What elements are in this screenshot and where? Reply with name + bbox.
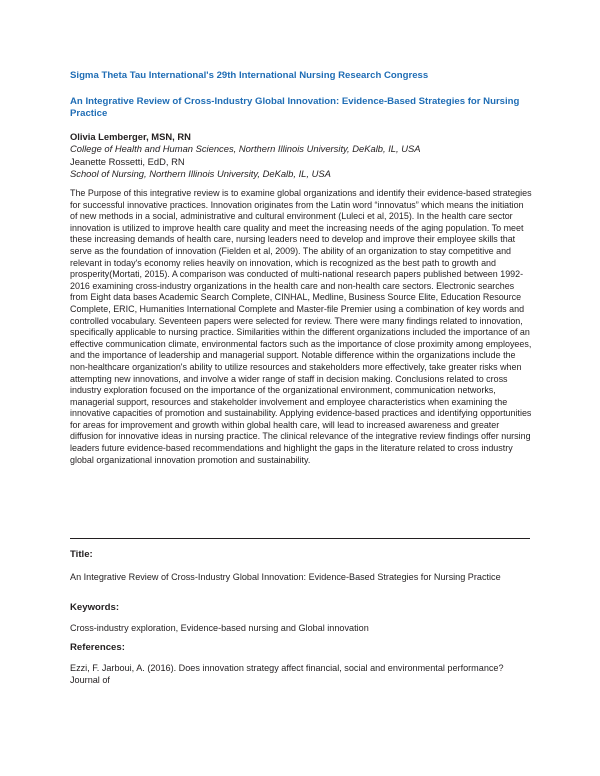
- author-affiliation: School of Nursing, Northern Illinois University, DeKalb, IL, USA: [70, 167, 331, 179]
- title-value: An Integrative Review of Cross-Industry Global Innovation: Evidence-Based Strategies for Nursing Practice: [70, 572, 501, 582]
- abstract-text: The Purpose of this integrative review is to examine global organizations and identify their evidence-based strategies for successful innovative practices. Innovation originates from the Latin word “innovatus” which means the initiation of new methods in a social, administrative and cultural environment (Luleci et al, 2015). In the health care sector innovation is utilized to improve health care quality and meet the increasing needs of the aging population. To meet these increasing demands of health care, nursing leaders need to develop and improve their employee skills that serve as the foundation of innovation (Fielden et al, 2009). The ability of an organization to stay competitive and relevant in today's economy relies heavily on innovation, which is recognized as the best path to growth and prosperity(Mortati, 2015). A comparison was conducted of multi-national research papers published between 1992-2016 examining cross-industry organizations in the health care and non-health care sectors. Electronic searches from Eight data bases Academic Search Complete, CINHAL, Medline, Business Source Elite, Education Resource Complete, ERIC, Humanities International Complete and Master-file Premier using a combination of key words and controlled vocabulary. Seventeen papers were selected for review. There were many findings related to innovation, specifically applicable to nursing practice. Similarities within the different organizations included the importance of an effective communication climate, environmental factors such as the importance of close proximity among employees, and the importance of leadership and managerial support. Notable difference within the organizations include the non-healthcare organization's ability to utilize resources and stakeholders more effectively, take greater risks when attempting new innovations, and involve a wider range of staff in decision making. Conclusions related to cross industry exploration focused on the importance of the organizational environment, communication networks, managerial support, resources and stakeholder involvement and employee characteristics when examining the innovative capacities of promotion and sustainability. Applying evidence-based practices and identifying opportunities for areas for improvement and growth within global health care, will lead to increased awareness and greater diffusion for innovative ideas in nursing practice. The clinical relevance of the integrative review findings offer nursing leaders future evidence-based recommendations and highlight the gaps in the literature related to cross industry global organizational innovation promotion and sustainability.: [70, 188, 532, 465]
- paper-title: An Integrative Review of Cross-Industry Global Innovation: Evidence-Based Strategies for Nursing Practice: [70, 96, 520, 119]
- author-block: [70, 131, 530, 180]
- congress-name: Sigma Theta Tau International's 29th International Nursing Research Congress: [70, 70, 429, 81]
- keywords-label: Keywords:: [70, 602, 120, 613]
- author-name: Olivia Lemberger, MSN, RN: [70, 131, 191, 142]
- references-value: Ezzi, F. Jarboui, A. (2016). Does innovation strategy affect financial, social and environmental performance? Journal of: [70, 663, 504, 685]
- references-label: References:: [70, 642, 125, 653]
- section-divider: [70, 538, 530, 539]
- keywords-value: Cross-industry exploration, Evidence-based nursing and Global innovation: [70, 623, 369, 633]
- title-label: Title:: [70, 549, 93, 560]
- author-affiliation: College of Health and Human Sciences, Northern Illinois University, DeKalb, IL, USA: [70, 143, 421, 155]
- author-name: Jeanette Rossetti, EdD, RN: [70, 155, 185, 167]
